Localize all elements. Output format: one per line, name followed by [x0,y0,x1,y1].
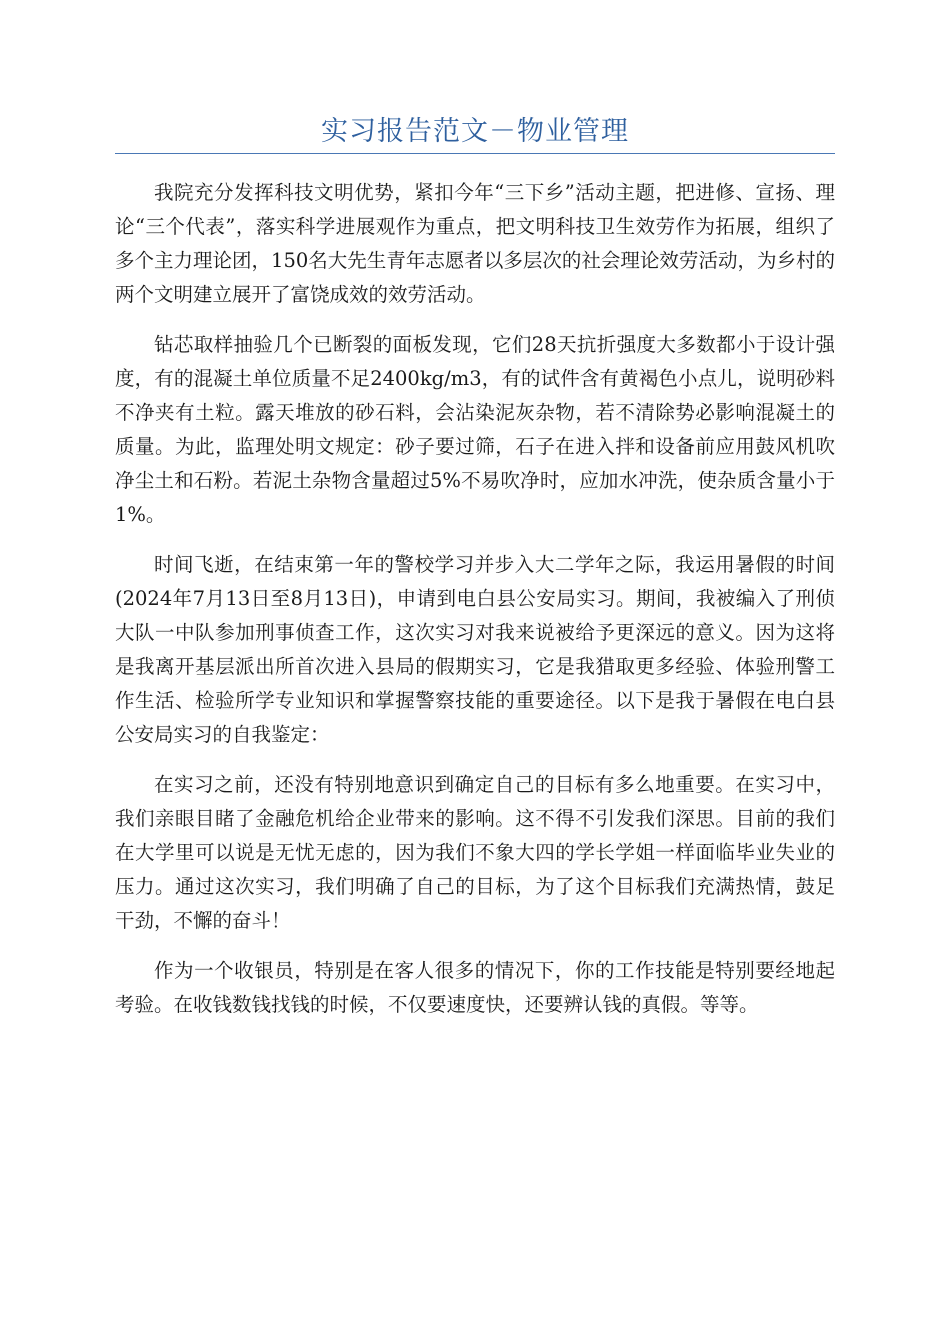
paragraph-1: 我院充分发挥科技文明优势，紧扣今年“三下乡”活动主题，把进修、宣扬、理论“三个代表”，落实科学进展观作为重点，把文明科技卫生效劳作为拓展，组织了多个主力理论团，150名大先生青年志愿者以多层次的社会理论效劳活动，为乡村的两个文明建立展开了富饶成效的效劳活动。 [115,181,835,306]
paragraph-2: 钻芯取样抽验几个已断裂的面板发现，它们28天抗折强度大多数都小于设计强度，有的混凝土单位质量不足2400kg/m3，有的试件含有黄褐色小点儿，说明砂料不净夹有土粒。露天堆放的砂石料，会沾染泥灰杂物，若不清除势必影响混凝土的质量。为此，监理处明文规定：砂子要过筛，石子在进入拌和设备前应用鼓风机吹净尘土和石粉。若泥土杂物含量超过5%不易吹净时，应加水冲洗，使杂质含量小于1%。 [115,333,835,526]
document-title: 实习报告范文－物业管理 [321,116,629,147]
paragraph-5: 作为一个收银员，特别是在客人很多的情况下，你的工作技能是特别要经地起考验。在收钱数钱找钱的时候，不仅要速度快，还要辨认钱的真假。等等。 [115,959,835,1016]
title-underline [115,153,835,154]
paragraph-3: 时间飞逝，在结束第一年的警校学习并步入大二学年之际，我运用暑假的时间(2024年7月13日至8月13日)，申请到电白县公安局实习。期间，我被编入了刑侦大队一中队参加刑事侦查工作，这次实习对我来说被给予更深远的意义。因为这将是我离开基层派出所首次进入县局的假期实习，它是我猎取更多经验、体验刑警工作生活、检验所学专业知识和掌握警察技能的重要途径。以下是我于暑假在电白县公安局实习的自我鉴定： [115,553,835,746]
paragraph-4: 在实习之前，还没有特别地意识到确定自己的目标有多么地重要。在实习中，我们亲眼目睹了金融危机给企业带来的影响。这不得不引发我们深思。目前的我们在大学里可以说是无忧无虑的，因为我们不象大四的学长学姐一样面临毕业失业的压力。通过这次实习，我们明确了自己的目标，为了这个目标我们充满热情，鼓足干劲，不懈的奋斗！ [115,773,835,932]
document-body [115,176,835,1038]
